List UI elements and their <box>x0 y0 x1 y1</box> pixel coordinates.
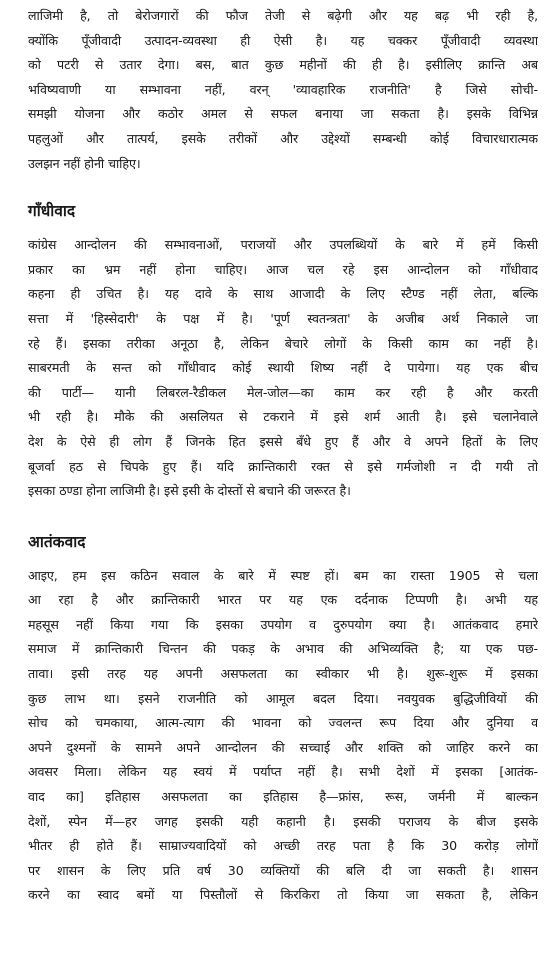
text-line: प्रकार का भ्रम नहीं होना चाहिए। आज चल रहे इस आन्दोलन को गाँधीवाद <box>28 261 538 277</box>
text-line: भविष्यवाणी या सम्भावना नहीं, वरन् 'व्यावहारिक राजनीति' है जिसे सोची- <box>28 81 538 97</box>
text-line: की पार्टी— यानी लिबरल-रैडीकल मेल-जोल—का काम कर रही है और करती <box>28 384 538 400</box>
text-line: पहलुओं और तात्पर्य, इसके तरीकों और उद्देश्यों सम्बन्धी कोई विचारधारात्मक <box>28 130 538 146</box>
text-line: देश के ऐसे ही लोग हैं जिनके हित इससे बँधे हुए हैं और वे अपने हितों के लिए <box>28 433 538 449</box>
text-line: देशों, स्पेन में—हर जगह इसकी यही कहानी है। इसकी पराजय के बीज इसके <box>28 813 538 829</box>
text-line: करने का स्वाद बमों या पिस्तौलों से किरकिरा तो किया जा सकता है, लेकिन <box>28 887 538 903</box>
section-heading-gandhivad: गाँधीवाद <box>28 202 76 221</box>
text-line: इसका ठण्डा होना लाजिमी है। इसे इसी के दोस्तों से बचाने की जरूरत है। <box>28 483 351 499</box>
text-line: अवसर मिला। लेकिन यह स्वयं में पर्याप्त नहीं है। सभी देशों में इसका [आतंक- <box>28 764 538 780</box>
text-line: समझी योजना और कठोर अमल से सफल बनाया जा सकता है। इसके विभिन्न <box>28 106 538 122</box>
text-line: आइए, हम इस कठिन सवाल के बारे में स्पष्ट हों। बम का रास्ता 1905 से चला <box>28 567 538 583</box>
text-line: लाजिमी है, तो बेरोजगारों की फौज तेजी से बढ़ेगी और यह बढ़ भी रही है, <box>28 8 538 23</box>
text-line: पर शासन के लिए प्रति वर्ष 30 व्यक्तियों की बलि दी जा सकती है। शासन <box>28 862 538 878</box>
atankvad-paragraph <box>28 564 538 908</box>
gandhivad-paragraph <box>28 233 538 504</box>
text-line: भीतर ही होते हैं। साम्राज्यवादियों को अच्छी तरह पता है कि 30 करोड़ लोगों <box>28 838 538 854</box>
text-line: सोच को चमकाया, आत्म-त्याग की भावना को ज्वलन्त रूप दिया और दुनिया व <box>28 715 538 731</box>
text-line: उलझन नहीं होनी चाहिए। <box>28 155 141 171</box>
text-line: कुछ लाभ था। इसने राजनीति को आमूल बदल दिया। नवयुवक बुद्धिजीवियों की <box>28 690 538 706</box>
text-line: क्योंकि पूँजीवादी उत्पादन-व्यवस्था ही ऐसी है। यह चक्कर पूँजीवादी व्यवस्था <box>28 32 538 48</box>
text-line: अपने दुश्मनों के सामने अपने आन्दोलन की सच्चाई और शक्ति को जाहिर करने का <box>28 739 538 755</box>
section-heading-atankvad: आतंकवाद <box>28 532 86 551</box>
intro-paragraph <box>28 4 538 176</box>
text-line: तावा। इसी तरह यह अपनी असफलता का स्वीकार भी है। शुरू-शुरू में इसका <box>28 666 538 682</box>
text-line: को पटरी से उतार देगा। बस, बात कुछ महीनों की ही है। इसीलिए क्रान्ति अब <box>28 57 538 73</box>
text-line: वाद का] इतिहास असफलता का इतिहास है—फ्रांस, रूस, जर्मनी में बाल्कन <box>28 789 538 805</box>
text-line: महसूस नहीं किया गया कि इसका उपयोग व दुरुपयोग क्या है। आतंकवाद हमारे <box>28 616 538 632</box>
text-line: कहना ही उचित है। यह दावे के साथ आजादी के लिए स्टैण्ड नहीं लेता, बल्कि <box>28 286 538 302</box>
text-line: भी रही है। मौके की असलियत से टकराने में इसे शर्म आती है। इसे चलानेवाले <box>28 409 538 425</box>
text-line: कांग्रेस आन्दोलन की सम्भावनाओं, पराजयों और उपलब्धियों के बारे में हमें किसी <box>28 237 538 253</box>
text-line: बूजर्वा हठ से चिपके हुए हैं। यदि क्रान्तिकारी रक्त से इसे गर्मजोशी न दी गयी तो <box>28 458 538 474</box>
text-line: साबरमती के सन्त को गाँधीवाद कोई स्थायी शिष्य नहीं दे पायेगा। यह एक बीच <box>28 360 538 376</box>
text-line: रहे हैं। इसका तरीका अनूठा है, लेकिन बेचारे लोगों के किसी काम का नहीं है। <box>28 335 538 351</box>
text-line: आ रहा है और क्रान्तिकारी भारत पर यह एक दर्दनाक टिप्पणी है। अभी यह <box>28 592 538 608</box>
text-line: समाज में क्रान्तिकारी चिन्तन की पकड़ के अभाव की अभिव्यक्ति है; या एक पछ- <box>28 641 538 657</box>
text-line: सत्ता में 'हिस्सेदारी' के पक्ष में है। 'पूर्ण स्वतन्त्रता' के अजीब अर्थ निकाले जा <box>28 310 538 326</box>
